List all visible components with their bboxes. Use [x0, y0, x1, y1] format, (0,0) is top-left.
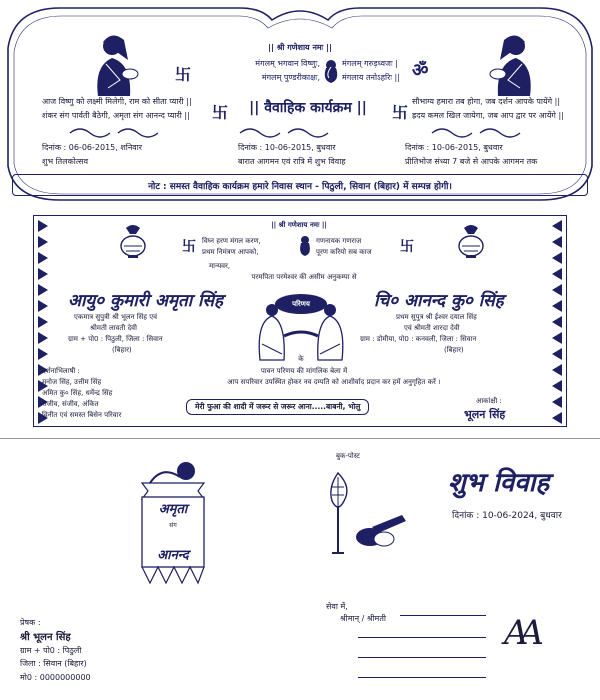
- swastik-icon: 卐: [392, 103, 409, 122]
- kalash-icon: [118, 224, 148, 258]
- address-shriman: श्रीमान् / श्रीमती: [340, 614, 386, 623]
- ganesh-invocation: || श्री गणेशाय नमः ||: [268, 43, 332, 52]
- swastik-icon: 卐: [175, 65, 192, 84]
- groom-address: ग्राम : डोमीया, पो0 : कनवली, जिला : सिवान: [360, 335, 477, 343]
- mangal-shloka-left-2: मंगलम् पुण्डरीकाक्षः,: [261, 73, 320, 82]
- shloka-1a: विघ्न हरण मंगल करण,: [202, 237, 261, 245]
- book-post-label: बुक-पोस्ट: [336, 452, 360, 460]
- blessing-line: परमपिता परमेश्वर की असीम अनुकम्पा से: [251, 273, 357, 281]
- address-line: [358, 657, 486, 658]
- event-desc: प्रीतिभोज संध्या 7 बजे से आपके आगमन तक: [405, 157, 538, 166]
- groom-state: (बिहार): [444, 346, 464, 354]
- program-title: || वैवाहिक कार्यक्रम ||: [249, 100, 367, 116]
- emblem-bride: अमृता: [158, 502, 188, 517]
- bride-parents-1: एकमात्र सुपुत्री श्री भूलन सिंह एवं: [74, 313, 157, 321]
- ceremony-line: पावन परिणय की मांगलिक बेला में: [260, 367, 348, 375]
- ganesha-icon: [322, 58, 340, 84]
- address-line: [358, 677, 486, 678]
- right-verse-1: सौभाग्य हमारा तब होगा, जब दर्शन आपके पायेंगे ||: [412, 97, 561, 106]
- ganesha-shubh-icon: [322, 467, 412, 559]
- visitor-line: राजीव, संजीव, अंकित: [42, 400, 99, 408]
- event-date: दिनांक : 06-06-2015, शनिवार: [42, 143, 143, 152]
- swastik-icon: 卐: [212, 103, 229, 122]
- envelope-card: [0, 438, 600, 700]
- mangal-shloka-right-2: मंगलाय तनोऽहरिः ||: [342, 73, 400, 82]
- sender-label: प्रेषक :: [20, 618, 41, 627]
- wedding-program-card: [0, 0, 600, 205]
- shubh-vivah-title: शुभ विवाह: [448, 468, 550, 498]
- visitor-line: विनीत एवं समस्त बिसेन परिवार: [42, 411, 122, 419]
- invite-line: आप सपरिवार उपस्थित होकर नव दम्पति को आशीर्वाद प्रदान कर हमें अनुगृहित करें ।: [227, 378, 441, 386]
- inviter-label: आकांक्षी :: [476, 397, 502, 405]
- kalash-icon: [456, 224, 486, 258]
- right-verse-2: ह्रदय कमल खिल जायेगा, जब आप द्वार पर आयेंगे ||: [412, 111, 564, 120]
- emblem-groom: आनन्द: [157, 548, 189, 563]
- monogram: A A: [504, 613, 534, 653]
- event-desc: बारात आगमन एवं रात्रि में शुभ विवाह: [238, 157, 346, 166]
- visitor-line: मनोज सिंह, उत्तीम सिंह: [42, 378, 102, 386]
- groom-name: चि० आनन्द कु० सिंह: [374, 291, 504, 311]
- om-icon: ॐ: [412, 60, 429, 81]
- bride-state: (बिहार): [112, 346, 132, 354]
- sender-mobile: मो0 : 0000000000: [20, 673, 91, 682]
- sender-name: श्री भूलन सिंह: [20, 632, 71, 643]
- scroll-ornaments: [60, 126, 540, 140]
- wedding-date: दिनांक : 10-06-2024, बुधवार: [452, 511, 562, 521]
- left-verse-2: शंकर संग पार्वती बैठेगी, अमृता संग आनन्द प्यारी ||: [42, 111, 190, 120]
- address-seva-me: सेवा में,: [326, 602, 348, 611]
- bride-name: आयु० कुमारी अमृता सिंह: [68, 291, 223, 311]
- woman-with-kalash-icon: [84, 30, 146, 98]
- visitors-label: दर्शनाभिलाषी :: [42, 367, 80, 375]
- event-desc: शुभ तिलकोत्सव: [42, 157, 89, 166]
- shloka-2a: प्रथम निमंत्रण आपको,: [202, 248, 259, 256]
- swastik-icon: 卐: [182, 239, 196, 255]
- groom-parents-1: प्रथम सुपुत्र श्री ईश्वर दयाल सिंह: [396, 313, 477, 321]
- ganesha-icon: [298, 234, 312, 258]
- event-date: दिनांक : 10-06-2015, बुधवार: [405, 143, 503, 152]
- sender-district: जिला : सिवान (बिहार): [20, 659, 87, 668]
- parinay-label: परिणय: [292, 300, 310, 308]
- address-line: [358, 637, 486, 638]
- swastik-icon: 卐: [400, 239, 414, 255]
- left-verse-1: आज विष्णु को लक्ष्मी मिलेगी, राम को सीता प्यारी ||: [42, 97, 192, 106]
- emblem-sang: संग: [169, 522, 177, 529]
- ganesh-invocation: || श्री गणेशाय नमः ||: [271, 221, 327, 229]
- mangal-shloka-left-1: मंगलम् भगवान विष्णुः,: [255, 59, 320, 68]
- children-quote: मेरी फुआ की शादी में जरूर से जरूर आना.....बाबनी, भोलु: [186, 399, 369, 415]
- respected-salutation: मान्यवर,: [209, 262, 231, 270]
- inviter-name: भूलन सिंह: [464, 408, 506, 421]
- mangal-shloka-right-1: मंगलम् गरुड़ध्वजः |: [342, 59, 398, 68]
- note-strip: नोट : समस्त वैवाहिक कार्यक्रम हमारे निवास स्थान - पिठुली, सिवान (बिहार) में सम्पन्न होगी।: [12, 174, 588, 196]
- bride-address: ग्राम + पो0 : पिठुली, जिला : सिवान: [68, 335, 163, 343]
- bride-parents-2: श्रीमती लावती देवी: [90, 324, 137, 332]
- address-line: [400, 615, 486, 616]
- visitor-line: अमित कु० सिंह, धर्मेन्द्र सिंह: [42, 389, 113, 397]
- invitation-card: [33, 215, 567, 427]
- shloka-1b: गणनायक गणराज: [316, 237, 362, 245]
- shloka-2b: पूरण करियो सब काज: [316, 248, 372, 256]
- sender-village: ग्राम + पो0 : पिठुली: [20, 646, 82, 655]
- ke-connector: के: [298, 355, 304, 363]
- event-date: दिनांक : 10-06-2015, बुधवार: [238, 143, 336, 152]
- groom-parents-2: एवं श्रीमती शारदा देवी: [404, 324, 460, 332]
- woman-with-kalash-icon: [484, 30, 546, 98]
